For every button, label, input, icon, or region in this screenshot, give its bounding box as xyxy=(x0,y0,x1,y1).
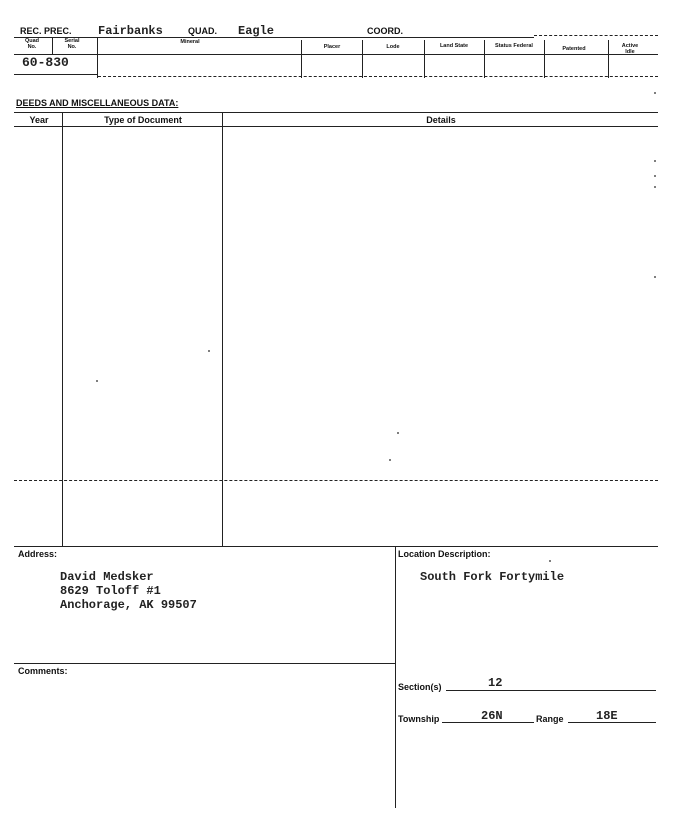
address-label: Address: xyxy=(18,549,58,559)
location-description-value: South Fork Fortymile xyxy=(420,570,565,584)
scan-speck xyxy=(654,92,656,94)
address-line-3: Anchorage, AK 99507 xyxy=(60,598,197,612)
deeds-dashed-line xyxy=(14,480,658,481)
header-divider-status xyxy=(484,40,485,78)
scan-speck xyxy=(208,350,210,352)
comments-top-line xyxy=(14,663,396,664)
header-top-line xyxy=(14,37,534,38)
header-top-line-dashed xyxy=(534,35,658,36)
deeds-section-title: DEEDS AND MISCELLANEOUS DATA: xyxy=(16,98,179,108)
header-divider-mineral xyxy=(97,38,98,78)
quad-serial-value: 60-830 xyxy=(22,55,69,70)
col-mineral: Mineral xyxy=(180,39,200,45)
comments-label: Comments: xyxy=(18,666,68,676)
township-label: Township xyxy=(398,714,440,724)
header-bottom-line-dashed xyxy=(98,76,658,77)
township-value: 26N xyxy=(481,709,503,723)
deeds-divider-type xyxy=(222,112,223,547)
coord-label: COORD. xyxy=(367,26,403,36)
deeds-divider-year xyxy=(62,112,63,547)
col-lode: Lode xyxy=(386,44,400,50)
deeds-col-year: Year xyxy=(29,115,49,125)
col-status-federal: Status Federal xyxy=(495,43,533,49)
deeds-col-type: Type of Document xyxy=(104,115,182,125)
scan-speck xyxy=(654,160,656,162)
range-value: 18E xyxy=(596,709,618,723)
scan-speck xyxy=(549,560,551,562)
deeds-col-details: Details xyxy=(426,115,456,125)
section-underline xyxy=(446,690,656,691)
header-divider-land xyxy=(424,40,425,78)
col-land-state: Land State xyxy=(439,43,469,49)
scan-speck xyxy=(96,380,98,382)
address-line-1: David Medsker xyxy=(60,570,154,584)
deeds-header-line xyxy=(14,126,658,127)
col-active-idle: Active Idle xyxy=(621,43,639,55)
location-description-label: Location Description: xyxy=(398,549,491,559)
scan-speck xyxy=(654,186,656,188)
header-divider-serial xyxy=(52,38,53,54)
quad-label: QUAD. xyxy=(188,26,217,36)
section-label: Section(s) xyxy=(398,682,442,692)
header-divider-lode xyxy=(362,40,363,78)
scan-speck xyxy=(389,459,391,461)
header-divider-active xyxy=(608,40,609,78)
address-line-2: 8629 Toloff #1 xyxy=(60,584,161,598)
header-divider-placer xyxy=(301,40,302,78)
scan-speck xyxy=(654,175,656,177)
scan-speck xyxy=(397,432,399,434)
header-divider-patented xyxy=(544,40,545,78)
col-quad-no: Quad No. xyxy=(24,38,40,50)
quad-value: Eagle xyxy=(238,24,275,38)
range-label: Range xyxy=(536,714,564,724)
scan-speck xyxy=(654,276,656,278)
col-patented: Patented xyxy=(562,46,586,52)
rec-prec-value: Fairbanks xyxy=(98,24,163,38)
address-location-divider xyxy=(395,546,396,808)
col-serial-no: Serial No. xyxy=(64,38,80,50)
col-placer: Placer xyxy=(323,44,341,50)
deeds-bottom-line xyxy=(14,546,658,547)
rec-prec-label: REC. PREC. xyxy=(20,26,72,36)
deeds-top-line xyxy=(14,112,658,113)
header-bottom-line xyxy=(14,74,98,75)
header-sub-line xyxy=(14,54,658,55)
section-value: 12 xyxy=(488,676,503,690)
